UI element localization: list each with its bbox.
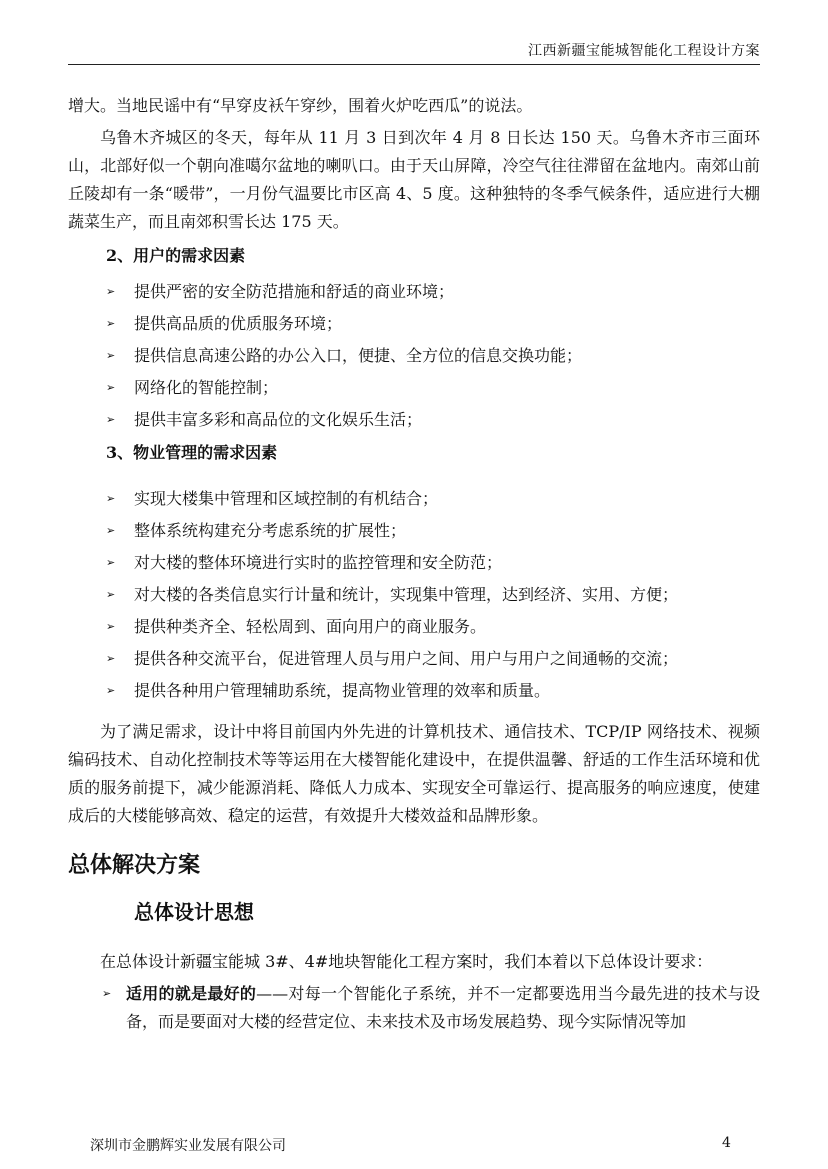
list-item: ➢ 整体系统构建充分考虑系统的扩展性； [68,517,760,544]
arrowhead-bullet-icon: ➢ [106,285,116,298]
arrowhead-bullet-icon: ➢ [106,492,116,505]
list-item: ➢ 提供高品质的优质服务环境； [68,310,760,337]
list-item: ➢ 提供种类齐全、轻松周到、面向用户的商业服务。 [68,613,760,640]
header-title: 江西新疆宝能城智能化工程设计方案 [528,43,760,59]
arrowhead-bullet-icon: ➢ [106,413,116,426]
list-item: ➢ 网络化的智能控制； [68,374,760,401]
header-rule [68,64,760,65]
arrowhead-bullet-icon: ➢ [106,588,116,601]
design-requirement-item [68,980,760,1036]
page-content [68,92,760,1036]
arrowhead-bullet-icon: ➢ [102,987,112,1000]
property-needs-list [68,485,760,704]
list-item: ➢ 提供严密的安全防范措施和舒适的商业环境； [68,278,760,305]
list-item: ➢ 提供各种交流平台，促进管理人员与用户之间、用户与用户之间通畅的交流； [68,645,760,672]
arrowhead-bullet-icon: ➢ [106,652,116,665]
footer-company: 深圳市金鹏辉实业发展有限公司 [90,1138,286,1154]
summary-paragraph: 为了满足需求，设计中将目前国内外先进的计算机技术、通信技术、TCP/IP 网络技术、视频编码技术、自动化控制技术等等运用在大楼智能化建设中，在提供温馨、舒适的工作生活环境和优质的服务前提下，减少能源消耗、降低人力成本、实现安全可靠运行、提高服务的响应速度，使建成后的大楼能够高效、稳定的运营，有效提升大楼效益和品牌形象。 [68,722,760,825]
user-needs-heading: 2、用户的需求因素 [106,246,246,265]
list-item: ➢ 对大楼的各类信息实行计量和统计，实现集中管理，达到经济、实用、方便； [68,581,760,608]
requirement-text: ——对每一个智能化子系统，并不一定都要选用当今最先进的技术与设备，而是要面对大楼的经营定位、未来技术及市场发展趋势、现今实际情况等加 [126,984,760,1031]
list-item: ➢ 提供丰富多彩和高品位的文化娱乐生活； [68,406,760,433]
property-needs-heading: 3、物业管理的需求因素 [106,443,278,462]
arrowhead-bullet-icon: ➢ [106,349,116,362]
user-needs-list [68,278,760,433]
arrowhead-bullet-icon: ➢ [106,620,116,633]
section-title: 总体解决方案 [68,853,201,878]
design-intro: 在总体设计新疆宝能城 3#、4#地块智能化工程方案时，我们本着以下总体设计要求： [100,952,713,971]
section-subtitle: 总体设计思想 [134,900,254,924]
list-item: ➢ 提供各种用户管理辅助系统，提高物业管理的效率和质量。 [68,677,760,704]
page-number: 4 [722,1135,731,1151]
list-item: ➢ 实现大楼集中管理和区域控制的有机结合； [68,485,760,512]
list-item: ➢ 提供信息高速公路的办公入口，便捷、全方位的信息交换功能； [68,342,760,369]
intro-paragraph-1: 增大。当地民谣中有“早穿皮袄午穿纱，围着火炉吃西瓜”的说法。 [68,96,533,115]
arrowhead-bullet-icon: ➢ [106,381,116,394]
list-item: ➢ 对大楼的整体环境进行实时的监控管理和安全防范； [68,549,760,576]
arrowhead-bullet-icon: ➢ [106,556,116,569]
intro-paragraph-2: 乌鲁木齐城区的冬天，每年从 11 月 3 日到次年 4 月 8 日长达 150 天。乌鲁木齐市三面环山，北部好似一个朝向准噶尔盆地的喇叭口。由于天山屏障，冷空气往往滞留在盆地内。南郊山前丘陵却有一条“暖带”，一月份气温要比市区高 4、5 度。这种独特的冬季气候条件，适应进行大棚蔬菜生产，而且南郊积雪长达 175 天。 [68,128,760,231]
requirement-title: 适用的就是最好的 [126,984,257,1003]
arrowhead-bullet-icon: ➢ [106,317,116,330]
arrowhead-bullet-icon: ➢ [106,524,116,537]
arrowhead-bullet-icon: ➢ [106,684,116,697]
